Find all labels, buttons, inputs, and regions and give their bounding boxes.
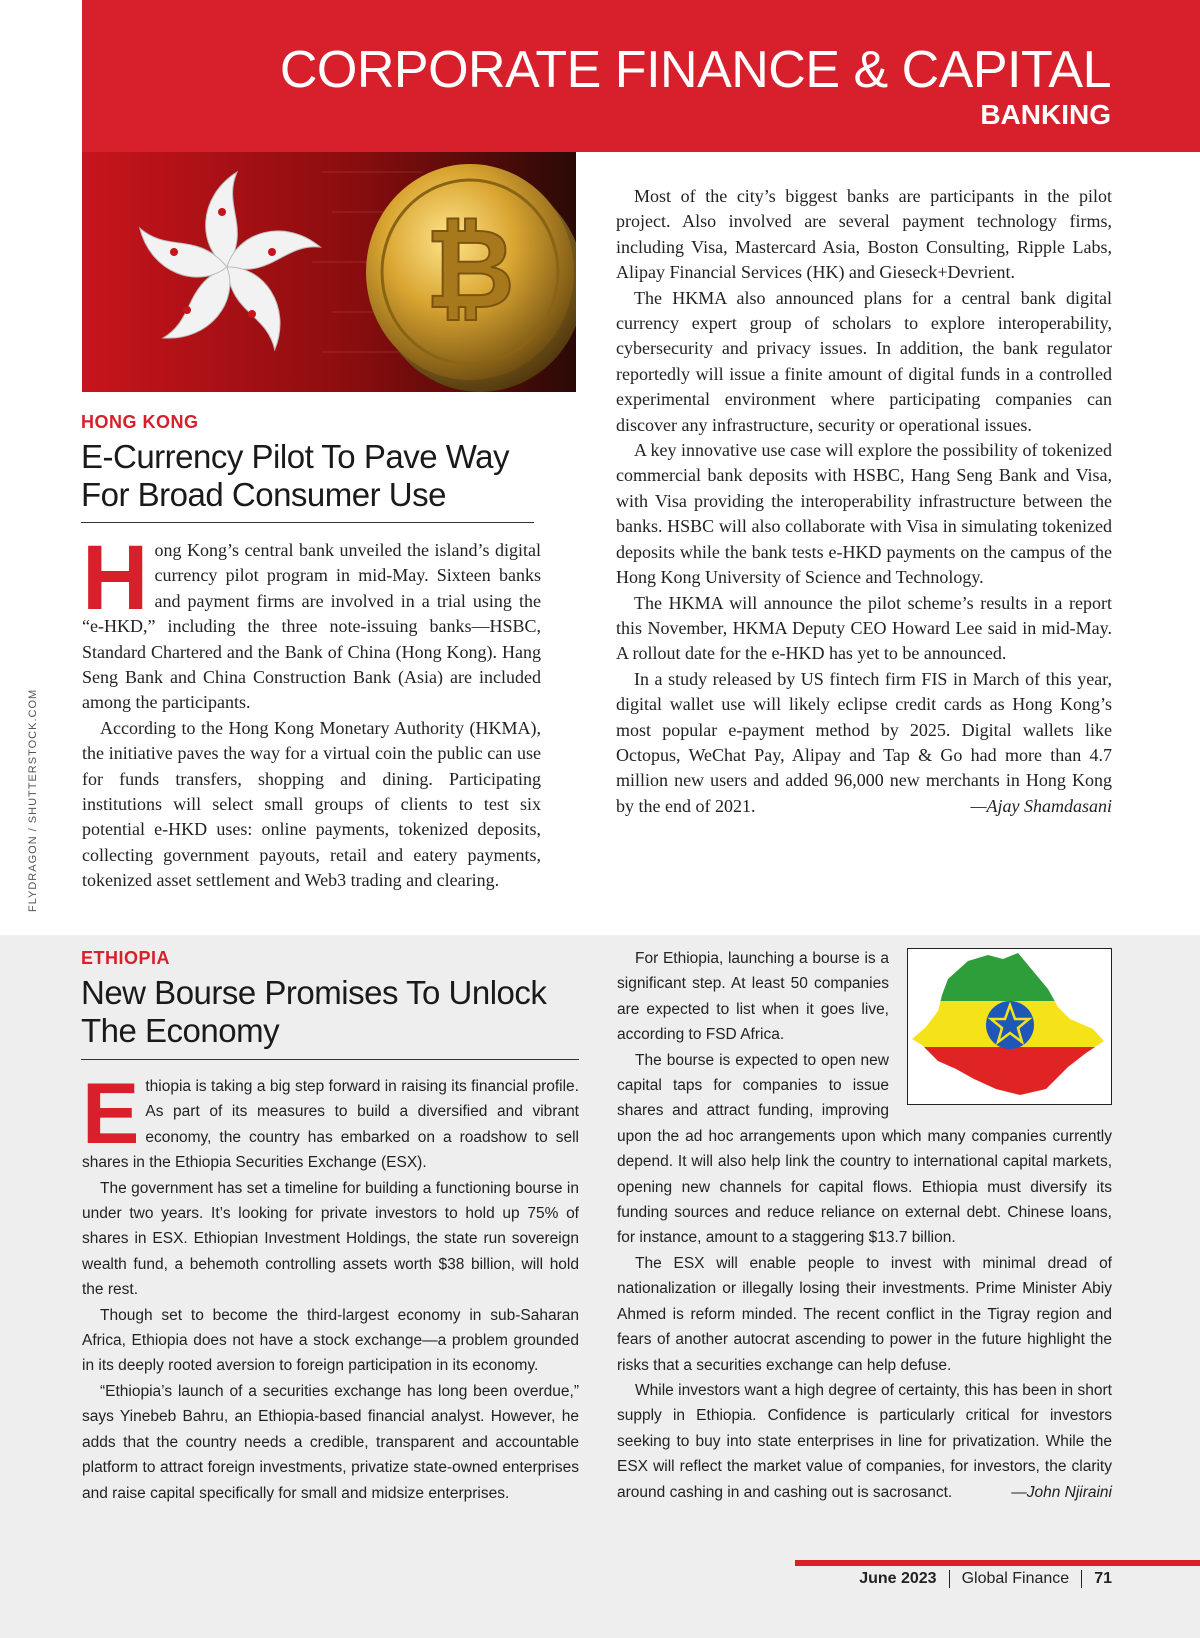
footer-separator <box>949 1570 950 1588</box>
page-number: 71 <box>1094 1570 1112 1587</box>
hk-paragraph-4: The HKMA also announced plans for a central bank digital currency expert group of scholars to explore interoperability, cybersecurity and privacy issues. In addition, the bank regulator reportedly will issue a finite amount of digital funds in a controlled experimental environment where participating companies can discover any infrastructure, security or operational issues. <box>616 287 1112 435</box>
ethiopia-flag-map <box>907 948 1112 1105</box>
hk-p1-text: ong Kong’s central bank unveiled the island’s digital currency pilot program in mid-May. Sixteen banks and payment firms are involved in a trial using the “e-HKD,” including the three note-issuing banks—HSBC, Standard Chartered and the Bank of China (Hong Kong). Hang Seng Bank and China Construction Bank (Asia) are included among the participants. <box>82 540 541 713</box>
hk-paragraph-2: According to the Hong Kong Monetary Authority (HKMA), the initiative paves the way for a virtual coin the public can use for funds transfers, shopping and dining. Participating institutions will select small groups of clients to test six potential e-HKD uses: online payments, tokenized deposits, collecting government payouts, retail and eatery payments, tokenized asset settlement and Web3 trading and clearing. <box>82 717 541 891</box>
eth-section-label: ETHIOPIA <box>81 948 171 968</box>
hk-bitcoin-illustration <box>82 152 576 392</box>
eth-paragraph-4: “Ethiopia’s launch of a securities exchange has long been overdue,” says Yinebeb Bahru, an Ethiopia-based financial analyst. However, he adds that the country needs a credible, transparent and accountable platform to attract foreign investments, privatize state-owned enterprises and raise capital specifically for small and midsize enterprises. <box>82 1382 579 1502</box>
footer-publication: Global Finance <box>961 1570 1070 1587</box>
eth-headline: New Bourse Promises To Unlock The Economy <box>81 974 547 1049</box>
hk-bitcoin-photo <box>82 152 576 392</box>
eth-column-right <box>617 946 1112 1505</box>
hk-dropcap: H <box>82 527 149 629</box>
photo-credit-left: FLYDRAGON / SHUTTERSTOCK.COM <box>27 688 39 912</box>
hk-section-label: HONG KONG <box>81 412 199 432</box>
section-subtitle: BANKING <box>980 99 1111 130</box>
eth-paragraph-3: Though set to become the third-largest economy in sub-Saharan Africa, Ethiopia does not have a stock exchange—a problem grounded in its deeply rooted aversion to foreign participation in its economy. <box>82 1306 579 1375</box>
ethiopia-map-illustration <box>908 949 1111 1104</box>
eth-column-left <box>82 1066 579 1506</box>
eth-paragraph-1 <box>82 1066 579 1176</box>
hk-paragraph-5: A key innovative use case will explore the possibility of tokenized commercial bank deposits with HSBC, Hang Seng Bank and Visa, with Visa providing the interoperability infrastructure between the banks. HSBC will also collaborate with Visa in simulating tokenized deposits while the bank tests e-HKD payments on the campus of the Hong Kong University of Science and Technology. <box>616 440 1112 588</box>
hk-byline: —Ajay Shamdasani <box>970 795 1112 816</box>
section-title: CORPORATE FINANCE & CAPITAL <box>279 41 1111 99</box>
page-footer <box>859 1570 1112 1588</box>
hk-column-right <box>616 184 1112 819</box>
eth-paragraph-2: The government has set a timeline for building a functioning bourse in under two years. It’s looking for private investors to hold up 75% of shares in ESX. Ethiopian Investment Holdings, the state run sovereign wealth fund, a behemoth controlling assets worth $38 billion, will hold the rest. <box>82 1179 579 1299</box>
hk-p7-text: In a study released by US fintech firm FIS in March of this year, digital wallet use will likely eclipse credit cards as Hong Kong’s most popular e-payment method by 2025. Digital wallets like Octopus, WeChat Pay, Alipay and Tap & Go had more than 4.7 million new users and added 96,000 new merchants in Hong Kong by the end of 2021. <box>616 668 1112 816</box>
eth-p1-text: thiopia is taking a big step forward in raising its financial profile. As part of its measures to build a diversified and vibrant economy, the country has embarked on a roadshow to sell shares in the Ethiopia Securities Exchange (ESX). <box>82 1078 579 1172</box>
hk-paragraph-6: The HKMA will announce the pilot scheme’s results in a report this November, HKMA Deputy CEO Howard Lee said in mid-May. A rollout date for the e-HKD has yet to be announced. <box>616 592 1112 664</box>
eth-paragraph-6: The bourse is expected to open new capital taps for companies to issue shares and attract funding, improving upon the ad hoc arrangements upon which many companies currently depend. It will also help link the country to international capital markets, opening new channels for capital flows. Ethiopia must diversify its funding sources and reduce reliance on external debt. Chinese loans, for instance, amount to a staggering $13.7 billion. <box>617 1051 1112 1247</box>
footer-separator <box>1081 1570 1082 1588</box>
eth-headline-rule <box>81 1059 579 1060</box>
eth-paragraph-8 <box>617 1378 1112 1505</box>
eth-dropcap: E <box>82 1066 140 1162</box>
hk-paragraph-3: Most of the city’s biggest banks are participants in the pilot project. Also involved are several payment technology firms, including Visa, Mastercard Asia, Boston Consulting, Ripple Labs, Alipay Financial Services (HK) and Gieseck+Devrient. <box>616 186 1112 283</box>
eth-paragraph-5: For Ethiopia, launching a bourse is a significant step. At least 50 companies are expected to list when it goes live, according to FSD Africa. <box>617 950 889 1044</box>
eth-paragraph-7: The ESX will enable people to invest with minimal dread of nationalization or illegally losing their investments. Prime Minister Abiy Ahmed is reform minded. The recent conflict in the Tigray region and fears of another autocrat ascending to power in the future highlight the risks that a securities exchange can help defuse. <box>617 1254 1112 1374</box>
footer-date: June 2023 <box>859 1570 937 1587</box>
footer-accent-bar <box>795 1560 1200 1566</box>
bitcoin-symbol: ₿ <box>425 208 515 331</box>
section-header <box>82 0 1200 152</box>
hk-column-left <box>82 527 541 894</box>
eth-byline: —John Njiraini <box>1011 1483 1112 1501</box>
eth-p8-text: While investors want a high degree of certainty, this has been in short supply in Ethiopia. Confidence is particularly critical for investors seeking to buy into state enterprises in line for privatization. While the ESX will reflect the market value of companies, for investors, the clarity around cashing in and cashing out is sacrosanct. <box>617 1381 1112 1501</box>
hk-paragraph-7 <box>616 667 1112 819</box>
hk-paragraph-1 <box>82 527 541 716</box>
hk-headline-rule <box>81 522 534 523</box>
hk-headline: E-Currency Pilot To Pave Way For Broad Consumer Use <box>81 438 509 513</box>
